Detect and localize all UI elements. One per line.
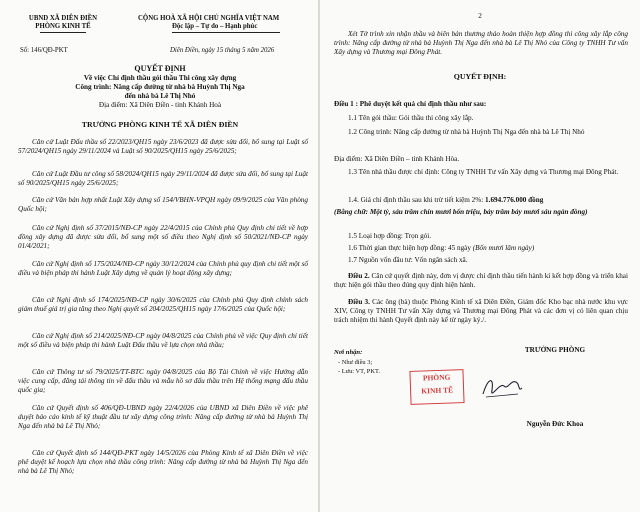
article-3-text: Các ông (bà) thuộc Phòng Kinh tế xã Diên Điền, Giám đốc Kho bạc nhà nước khu vực XIV, Công ty TNHH Tư vấn Xây dựng và Thương mại Đông Phát và các đơn vị có liên quan chịu trách nhiệm thi hành Quyết định này kể từ ngày ký./. [334, 298, 628, 325]
contract-price-label: 1.4. Giá chỉ định thầu sau khi trừ tiết kiệm 2%: [348, 196, 486, 204]
item-1-4 [348, 196, 543, 205]
legal-basis-10: Căn cứ Quyết định số 144/QĐ-PKT ngày 14/5/2026 của Phòng Kinh tế xã Diên Điền về việc phê duyệt kế hoạch lựa chọn nhà thầu công trình: Nâng cấp đường từ nhà bà Huỳnh Thị Nga đến nhà bà Lê Thị Nhỏ; [18, 449, 308, 476]
contract-price-value: 1.694.776.000 đồng [485, 196, 544, 204]
legal-basis-3: Căn cứ Văn bản hợp nhất Luật Xây dựng số 154/VBHN-VPQH ngày 09/9/2025 của Văn phòng Quốc hội; [18, 196, 308, 214]
page-number: 2 [478, 12, 482, 20]
item-1-5: 1.5 Loại hợp đồng: Trọn gói. [348, 232, 432, 240]
project-location: Địa điểm: Xã Diên Điền - tỉnh Khánh Hoà [98, 101, 222, 109]
issuing-authority: TRƯỞNG PHÒNG KINH TẾ XÃ DIÊN ĐIỀN [81, 120, 239, 129]
signer-name: Nguyễn Đức Khoa [526, 420, 584, 428]
national-motto: Độc lập – Tự do – Hạnh phúc [172, 23, 258, 30]
org-name: PHÒNG KINH TẾ [35, 23, 91, 30]
duration-label: 1.6 Thời gian thực hiện hợp đồng: 45 ngày [348, 244, 473, 252]
article-2 [334, 272, 628, 290]
item-1-7: 1.7 Nguồn vốn đầu tư: Vốn ngân sách xã. [348, 256, 468, 264]
decision-title: QUYẾT ĐỊNH [134, 64, 186, 73]
decision-page-2 [320, 0, 640, 512]
nation-title: CỘNG HOÀ XÃ HỘI CHỦ NGHĨA VIỆT NAM [138, 15, 280, 22]
item-location: Địa điểm: Xã Diên Điền – tỉnh Khánh Hòa. [334, 155, 460, 163]
article-2-label: Điều 2. [348, 272, 370, 280]
intro-paragraph: Xét Tờ trình xin nhận thầu và biên bản thương thảo hoàn thiện hợp đồng thi công xây lắp công trình: Nâng cấp đường từ nhà bà Huỳnh Thị Nga đến nhà bà Lê Thị Nhỏ của Công ty TNHH Tư vấn Xây dựng và Thương mại Đông Phát. [334, 30, 628, 57]
item-1-3: 1.3 Tên nhà thầu được chỉ định: Công ty TNHH Tư vấn Xây dựng và Thương mại Đông Phát. [348, 168, 619, 176]
org-underline [40, 32, 86, 33]
recipient-2: - Lưu: VT, PKT. [338, 368, 380, 375]
item-1-1: 1.1 Tên gói thầu: Gói thầu thi công xây lắp. [348, 114, 474, 122]
org-parent: UBND XÃ DIÊN ĐIỀN [28, 15, 98, 22]
item-1-6 [348, 244, 534, 253]
article-2-text: Căn cứ quyết định này, đơn vị được chỉ định thầu tiến hành kí kết hợp đồng và triển khai thực hiện gói thầu theo đúng quy định hiện hành. [334, 272, 628, 290]
recipient-1: - Như điều 3; [338, 359, 373, 366]
legal-basis-2: Căn cứ Luật Đầu tư công số 58/2024/QH15 ngày 29/11/2024 đã được sửa đổi, bổ sung tại Luật số 90/2025/QH15 ngày 25/6/2025; [18, 170, 308, 188]
legal-basis-6: Căn cứ Nghị định số 174/2025/NĐ-CP ngày 30/6/2025 của Chính phủ Quy định chính sách giảm thuế giá trị gia tăng theo Nghị quyết số 204/2025/QH15 ngày 17/6/2025 của Quốc hội; [18, 296, 308, 314]
document-number: Số: 146/QĐ-PKT [20, 47, 68, 54]
legal-basis-5: Căn cứ Nghị định số 175/2024/NĐ-CP ngày 30/12/2024 của Chính phủ quy định chi tiết một số điều và biện pháp thi hành Luật Xây dựng về quản lý hoạt động xây dựng; [18, 260, 308, 278]
legal-basis-8: Căn cứ Thông tư số 79/2025/TT-BTC ngày 04/8/2025 của Bộ Tài Chính về việc Hướng dẫn việc cung cấp, đăng tải thông tin về đấu thầu và mẫu hồ sơ đấu thầu trên Hệ thống mạng đấu thầu quốc gia; [18, 368, 308, 395]
price-in-words: (Bằng chữ: Một tỷ, sáu trăm chín mươi bốn triệu, bảy trăm bảy mươi sáu ngàn đồng) [334, 208, 588, 216]
official-stamp [409, 369, 464, 405]
duration-in-words: (Bốn mươi lăm ngày) [472, 244, 535, 252]
place-date: Diên Điền, ngày 15 tháng 5 năm 2026 [170, 47, 275, 54]
legal-basis-7: Căn cứ Nghị định số 214/2025/NĐ-CP ngày 04/8/2025 của Chính phủ về việc Quy định chi tiết một số điều và biện pháp thi hành Luật Đấu thầu về lựa chọn nhà thầu; [18, 332, 308, 350]
article-1-title: Điều 1 : Phê duyệt kết quả chỉ định thầu như sau: [334, 100, 487, 108]
legal-basis-9: Căn cứ Quyết định số 406/QĐ-UBND ngày 22/4/2026 của UBND xã Diên Điền về việc phê duyệt báo cáo kinh tế kỹ thuật đầu tư xây dựng công trình: Nâng cấp đường từ nhà bà Huỳnh Thị Nga đến nhà bà Lê Thị Nhỏ; [18, 404, 308, 431]
decision-subject: Về việc Chỉ định thầu gói thầu Thi công xây dựng [83, 74, 237, 82]
recipients-title: Nơi nhận: [334, 349, 363, 356]
motto-underline [172, 32, 280, 33]
stamp-text: PHÒNG KINH TẾ [421, 372, 454, 396]
legal-basis-4: Căn cứ Nghị định số 37/2015/NĐ-CP ngày 22/4/2015 của Chính phủ Quy định chi tiết về hợp đồng xây dựng đã được sửa đổi, bổ sung một số điều theo Nghị định số 50/2021/NĐ-CP ngày 01/4/2021; [18, 224, 308, 251]
article-3-label: Điều 3. [348, 298, 370, 306]
item-1-2: 1.2 Công trình: Nâng cấp đường từ nhà bà Huỳnh Thị Nga đến nhà bà Lê Thị Nhỏ [348, 128, 585, 136]
decides-heading: QUYẾT ĐỊNH: [453, 72, 507, 81]
project-name-line2: đến nhà bà Lê Thị Nhỏ [124, 92, 196, 100]
article-3 [334, 298, 628, 325]
handwritten-signature [480, 372, 524, 402]
signer-title: TRƯỞNG PHÒNG [524, 346, 586, 354]
legal-basis-1: Căn cứ Luật Đấu thầu số 22/2023/QH15 ngày 23/6/2023 đã được sửa đổi, bổ sung tại Luật số 57/2024/QH15 ngày 29/11/2024 và Luật số 90/2025/QH15 ngày 25/6/2025; [18, 138, 308, 156]
project-name-line1: Công trình: Nâng cấp đường từ nhà bà Huỳnh Thị Nga [75, 83, 245, 91]
